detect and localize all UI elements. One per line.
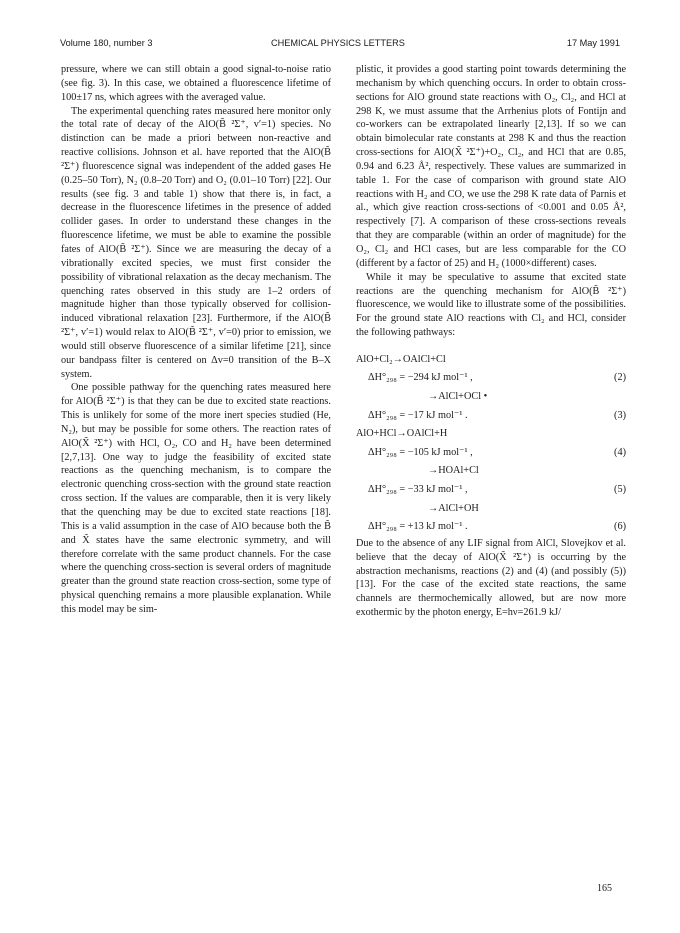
equation-row	[356, 444, 626, 463]
equation-row	[356, 500, 626, 519]
reaction: AlO+Cl₂→OAlCl+Cl	[356, 353, 446, 365]
reaction-channel: →AlCl+OCl •	[428, 391, 488, 403]
volume-info: Volume 180, number 3	[60, 38, 153, 48]
paragraph: plistic, it provides a good starting point towards determining the mechanism by which quenching occurs. In order to obtain cross-sections for AlO ground state reactions with O₂, Cl₂, and HCl at 298 K, we must assume that the Arrhenius plots of Fontijn and co-workers can be extrapolated linearly [2,13]. If so we can obtain bimolecular rate constants at 298 K and thus the reaction cross-sections for AlO(X̃ ²Σ⁺)+O₂, Cl₂, and HCl that are 0.85, 0.94 and 6.23 Å², respectively. These values are summarized in table 1. For the case of comparison with ground state AlO reactions with H₂ and CO, we use the 298 K rate data of Parnis et al., which give reaction cross-sections of <0.001 and 0.05 Å², respectively [7]. A comparison of these cross-sections reveals that they are comparable (within an order of magnitude) for the O₂, Cl₂ and HCl cases, but are less comparable for the CO (different by a factor of 25) and H₂ (1000×different) cases.	[356, 64, 626, 269]
issue-date: 17 May 1991	[566, 38, 620, 48]
paragraph: While it may be speculative to assume that excited state reactions are the quenching mechanism for AlO(B̃ ²Σ⁺) fluorescence, we would like to illustrate some of the possibilities. For the ground state AlO reactions with Cl₂ and HCl, consider the following pathways:	[356, 271, 626, 339]
paragraph: Due to the absence of any LIF signal from AlCl, Slovejkov et al. believe that the decay of AlO(X̃ ²Σ⁺) is occurring by the abstraction mechanisms, reactions (2) and (4) (and possibly (5)) [13]. For the case of the excited state reactions, the same channels are thermochemically allowed, but are now more exothermic by the photon energy, E=hν=261.9 kJ/	[356, 537, 626, 619]
running-header	[60, 38, 620, 52]
journal-title: CHEMICAL PHYSICS LETTERS	[271, 38, 405, 48]
left-column	[61, 63, 331, 617]
equation-row	[356, 481, 626, 500]
reaction-channel: →AlCl+OH	[428, 502, 479, 514]
equation-row	[356, 388, 626, 407]
enthalpy: ΔH°₂₉₈ = +13 kJ mol⁻¹ .	[368, 521, 468, 533]
reaction: AlO+HCl→OAlCl+H	[356, 428, 448, 440]
equation-number: (4)	[614, 446, 626, 458]
equation-row	[356, 351, 626, 370]
paragraph: pressure, where we can still obtain a good signal-to-noise ratio (see fig. 3). In this case, we obtained a fluorescence lifetime of 100±17 ns, which agrees with the averaged value.	[61, 64, 331, 103]
enthalpy: ΔH°₂₉₈ = −105 kJ mol⁻¹ ,	[368, 446, 473, 458]
equation-row	[356, 518, 626, 537]
page-number: 165	[597, 883, 612, 894]
equation-number: (6)	[614, 521, 626, 533]
paragraph: The experimental quenching rates measured here monitor only the total rate of decay of the AlO(B̃ ²Σ⁺, v′=1) species. No distinction can be made a priori between non-reactive and reactive collisions. Johnson et al. have reported that the AlO(B̃ ²Σ⁺) fluorescence signal was independent of the added gases He (0.25–50 Torr), N₂ (0.8–20 Torr) and O₂ (0.01–10 Torr) [22]. Our results (see fig. 3 and table 1) show that there is, in fact, a decrease in the fluorescence lifetimes in the presence of added collider gases. In order to understand these changes in the fluorescence lifetime, we must be able to examine the possible fates of AlO(B̃ ²Σ⁺). Since we are measuring the decay of a vibrationally excited species, we must first consider the possibility of vibrational relaxation as the decay mechanism. The quenching rates observed in this study are 1–2 orders of magnitude higher than those typically observed for collision-induced vibrational relaxation [23]. Furthermore, if the AlO(B̃ ²Σ⁺, v′=1) would relax to AlO(B̃ ²Σ⁺, v′=0) prior to emission, we would still observe fluorescence of a similar lifetime [21], since our bandpass filter is centered on Δv=0 transition of the B–X system.	[61, 105, 331, 380]
paragraph: One possible pathway for the quenching rates measured here for AlO(B̃ ²Σ⁺) is that they can be due to excited state reactions. This is unlikely for some of the more inert species studied (He, N₂), but may be possible for some others. The reaction rates of AlO(X̃ ²Σ⁺) with HCl, O₂, CO and H₂ have been determined [2,7,13]. One way to judge the feasibility of excited state reactions as the quenching mechanism, is to compare the electronic quenching cross-section with the ground state reaction cross section. If the values are comparable, then it is very likely that the quenching may be due to excited state reactions [18]. This is a valid assumption in the case of AlO because both the B̃ and X̃ states have the same electronic symmetry, and will therefore correlate with the same product channels. For the case where the quenching cross-section is several orders of magnitude greater than the ground state reaction cross-section, some type of physical quenching remains a more plausible explanation. While this model may be sim-	[61, 382, 331, 615]
right-column	[356, 63, 626, 620]
equation-row	[356, 407, 626, 426]
reaction-channel: →HOAl+Cl	[428, 465, 479, 477]
equation-number: (5)	[614, 484, 626, 496]
enthalpy: ΔH°₂₉₈ = −17 kJ mol⁻¹ .	[368, 409, 468, 421]
equation-row	[356, 425, 626, 444]
equation-row	[356, 462, 626, 481]
equation-number: (2)	[614, 372, 626, 384]
equation-number: (3)	[614, 409, 626, 421]
equation-row	[356, 369, 626, 388]
enthalpy: ΔH°₂₉₈ = −33 kJ mol⁻¹ ,	[368, 484, 468, 496]
reaction-equations	[356, 351, 626, 537]
enthalpy: ΔH°₂₉₈ = −294 kJ mol⁻¹ ,	[368, 372, 473, 384]
